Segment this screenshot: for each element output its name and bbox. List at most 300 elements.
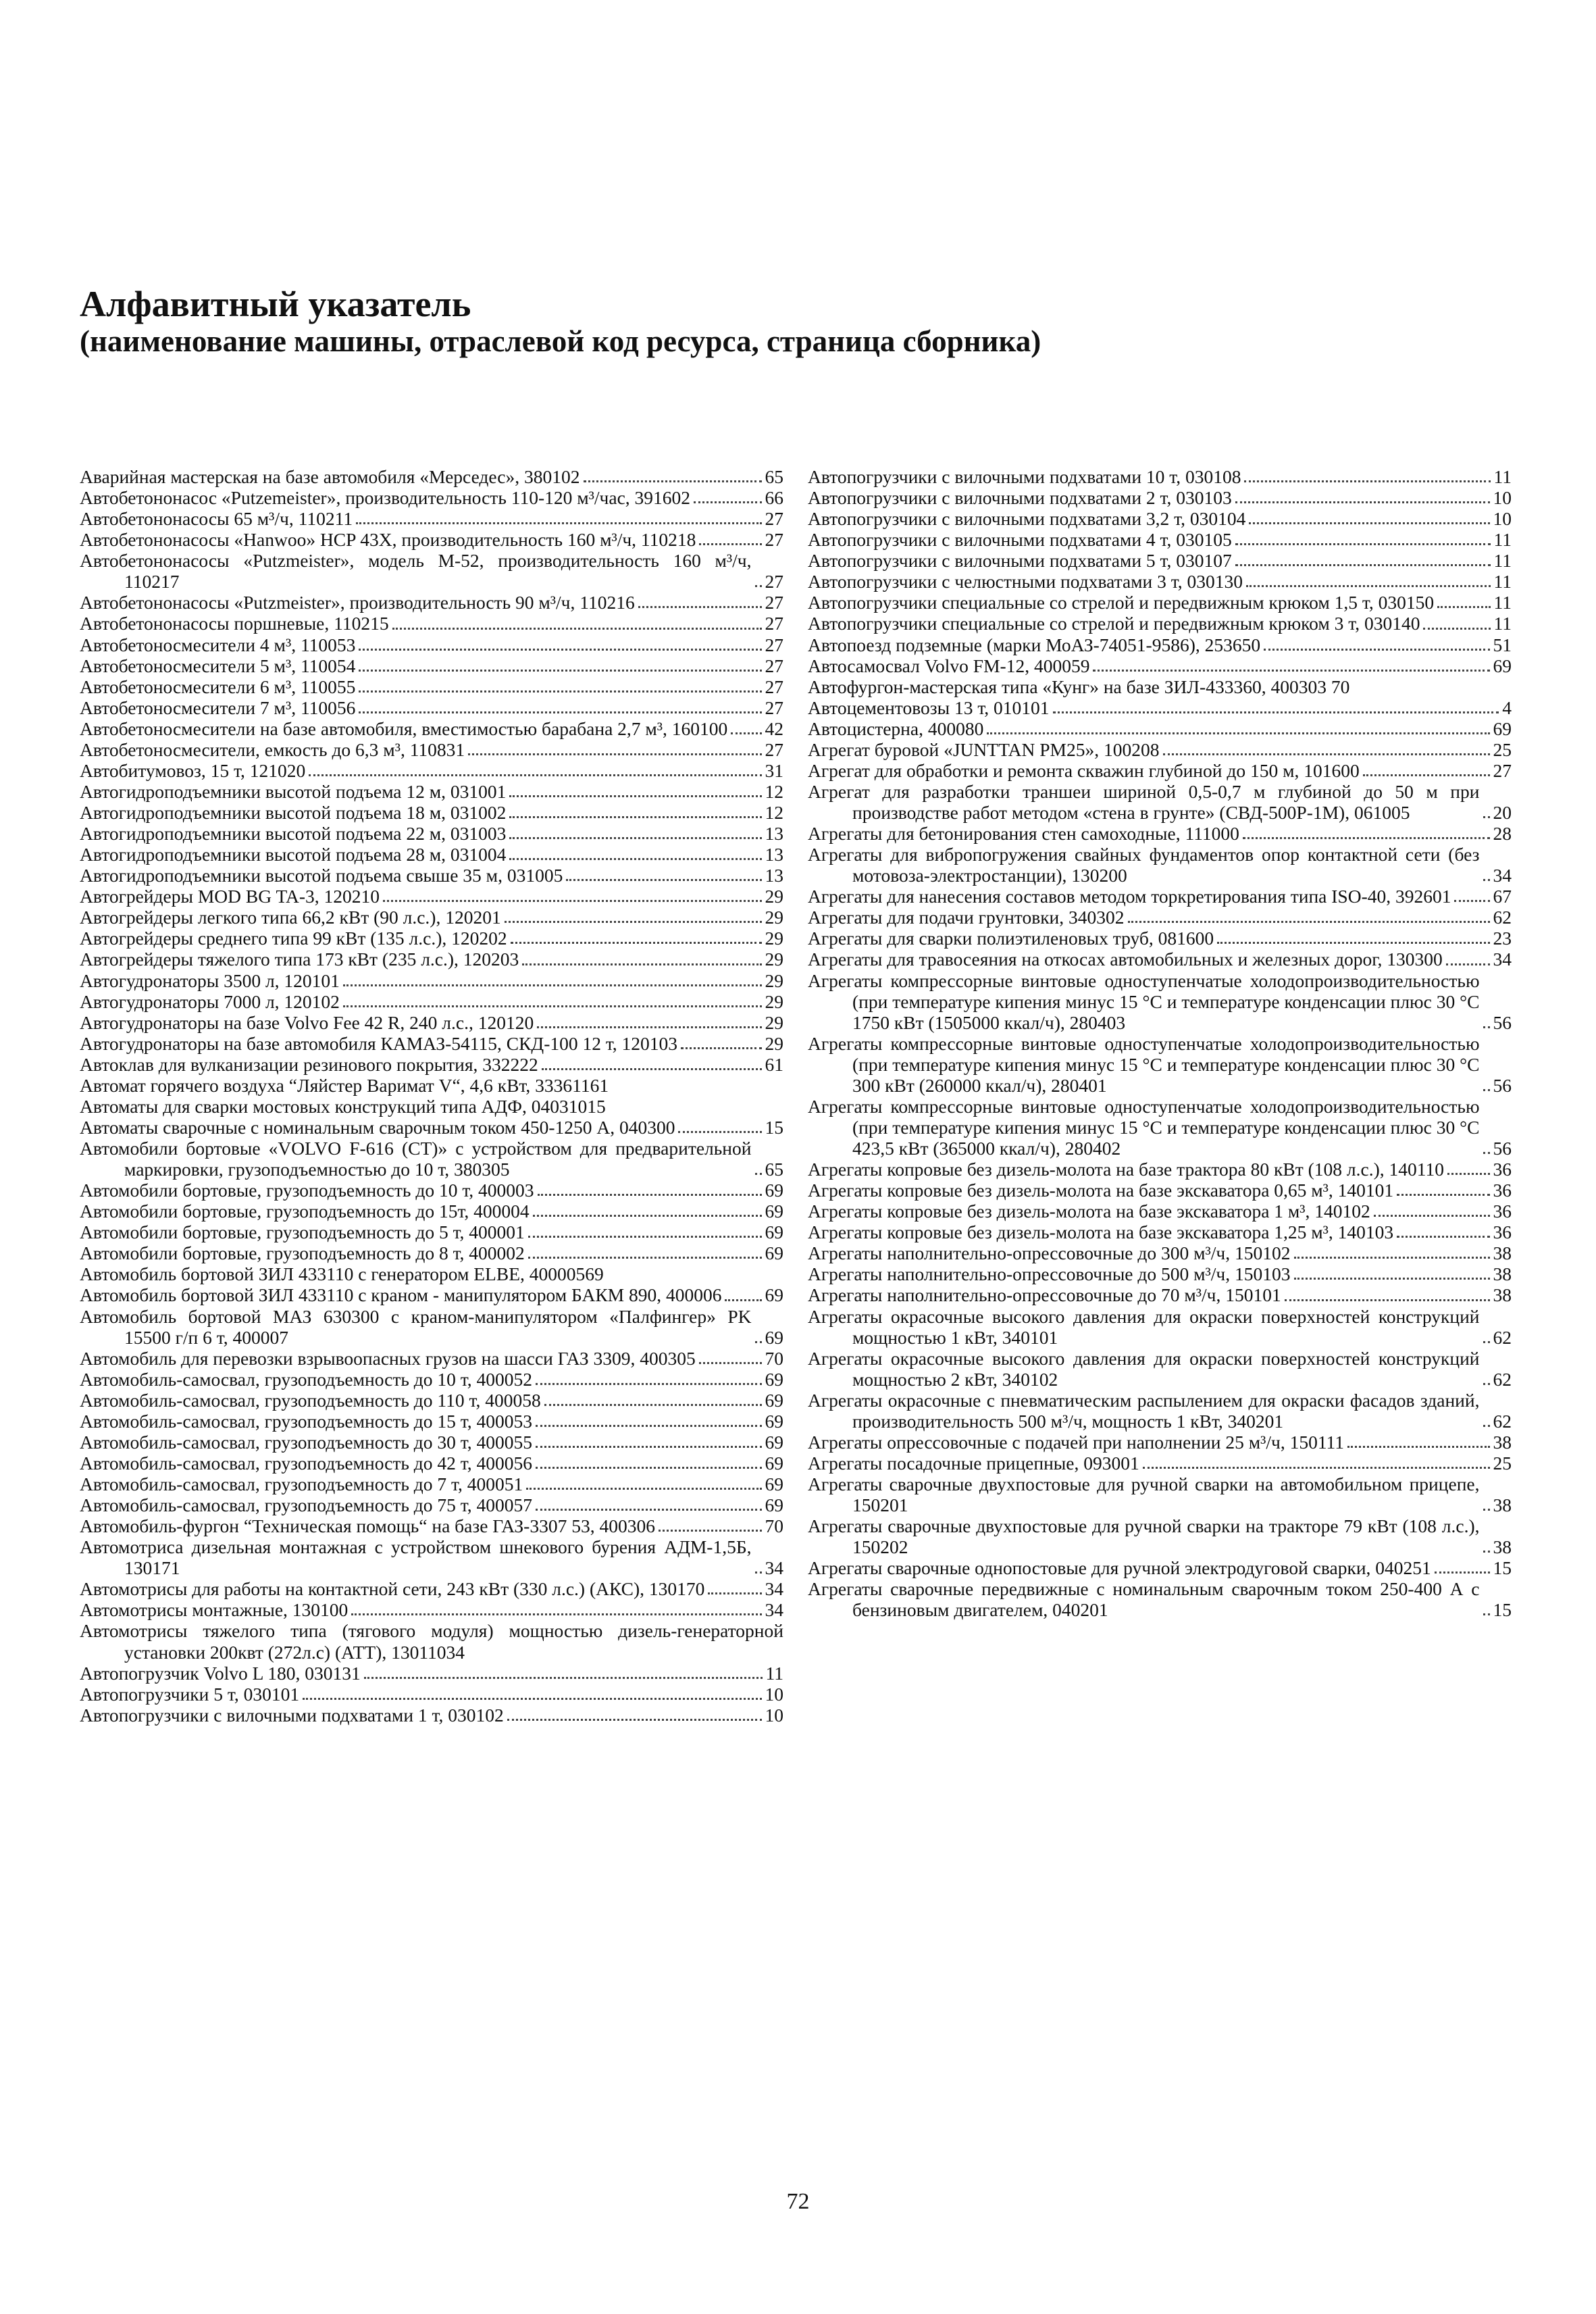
leader-dots [303,1698,761,1700]
index-entry [80,1515,783,1536]
index-entry [80,466,783,487]
index-entry-page: 10 [765,1683,783,1705]
index-entry [808,949,1512,970]
index-entry-page: 4 [1502,697,1512,718]
index-entry [80,676,783,697]
leader-dots [509,837,761,839]
index-entry-page: 62 [1493,907,1512,928]
index-entry [80,1411,783,1432]
index-entry [808,1201,1512,1222]
leader-dots [1243,837,1490,839]
index-entry-page: 36 [1493,1201,1512,1222]
leader-dots [343,1005,762,1007]
index-entry-name: Автоматы для сварки мостовых конструкций типа АДФ, 04031015 [80,1095,606,1117]
index-entry-name: Автомобиль бортовой ЗИЛ 433110 с краном - манипулятором БАКМ 890, 400006 [80,1284,722,1306]
leader-dots [343,984,762,986]
index-entry-name: Автогрейдеры среднего типа 99 кВт (135 л.с.), 120202 [80,928,507,949]
index-entry [80,718,783,739]
index-entry-name: Автопогрузчики с челюстными подхватами 3 т, 030130 [808,571,1243,593]
index-entry [808,739,1512,760]
index-entry [808,1474,1512,1515]
index-entry-page: 69 [765,1242,783,1264]
index-entry-page: 34 [1493,865,1512,886]
leader-dots [511,942,762,944]
index-entry-page: 38 [1493,1431,1512,1453]
index-entry-page: 13 [765,844,783,865]
index-entry [80,1453,783,1474]
index-entry-page: 69 [1493,718,1512,739]
index-entry [808,1096,1512,1159]
leader-dots [708,1592,761,1594]
leader-dots [725,1299,761,1301]
leader-dots [1483,1509,1490,1511]
index-entry-page: 23 [1493,928,1512,949]
index-entry [80,592,783,613]
leader-dots [1483,816,1490,818]
leader-dots [1483,1152,1490,1154]
index-entry-page: 27 [765,571,783,593]
index-entry-page: 36 [1493,1180,1512,1201]
index-entry [808,487,1512,508]
index-entry-page: 38 [1493,1284,1512,1306]
leader-dots [1235,501,1490,503]
leader-dots [1454,900,1489,902]
index-entry-name: Автосамосвал Volvo FM-12, 400059 [808,655,1090,676]
leader-dots [681,1047,761,1049]
index-entry-page: 27 [765,592,783,613]
index-entry-page: 27 [765,529,783,551]
leader-dots [1483,879,1490,881]
index-entry [808,1578,1512,1620]
index-entry-name: Автобетононасос «Putzemeister», производительность 110-120 м³/час, 391602 [80,487,691,509]
index-entry-name: Автомобили бортовые, грузоподъемность до 8 т, 400002 [80,1242,525,1264]
index-entry [808,1180,1512,1201]
header [80,284,1041,359]
leader-dots [699,1362,762,1364]
index-entry [808,571,1512,592]
index-entry-page: 29 [765,928,783,949]
index-entry-name: Автогидроподъемники высотой подъема 28 м, 031004 [80,844,507,865]
index-entry-name: Автомат горячего воздуха “Ляйстер Варимат V“, 4,6 кВт, 33361161 [80,1074,609,1096]
index-entry-page: 29 [765,990,783,1012]
index-entry-name: Агрегаты компрессорные винтовые одноступенчатые холодопроизводительностью (при температуре кипения минус 15 °С и температуре конденсации плюс 30 °С 423,5 кВт (365000 ккал/ч), 280402 [808,1095,1480,1159]
index-entry [80,1620,783,1662]
index-entry-name: Агрегаты окрасочные высокого давления для окраски поверхностей конструкций мощностью 1 кВт, 340101 [808,1305,1480,1348]
index-entry [808,781,1512,823]
index-entry-name: Автопогрузчик Volvo L 180, 030131 [80,1662,361,1684]
index-entry [80,1348,783,1369]
index-entry [80,949,783,970]
index-entry [80,1663,783,1684]
index-entry-name: Автомобиль бортовой ЗИЛ 433110 с генератором ELBE, 40000569 [80,1263,604,1285]
index-entry-page: 11 [1493,466,1512,487]
index-entry-name: Автогрейдеры тяжелого типа 173 кВт (235 л.с.), 120203 [80,949,519,970]
index-entry [808,907,1512,928]
index-entry [80,907,783,928]
index-entry [80,1075,783,1096]
index-entry [80,1012,783,1033]
index-entry-name: Автомобиль-самосвал, грузоподъемность до 7 т, 400051 [80,1474,523,1494]
leader-dots [1437,606,1490,608]
index-entry-page: 10 [765,1704,783,1726]
index-entry [80,1369,783,1390]
index-entry [80,1705,783,1726]
index-entry-name: Автогудронаторы 3500 л, 120101 [80,970,340,991]
index-entry [80,1536,783,1578]
leader-dots [1347,1446,1489,1448]
index-column-right [808,466,1512,1620]
index-entry-page: 29 [765,886,783,907]
index-entry-name: Автопогрузчики с вилочными подхватами 10 т, 030108 [808,466,1241,487]
leader-dots [536,1509,761,1511]
leader-dots [526,1488,761,1490]
index-entry-page: 62 [1493,1410,1512,1432]
index-entry-name: Автомобили бортовые, грузоподъемность до 15т, 400004 [80,1201,530,1222]
index-entry-page: 69 [1493,655,1512,676]
index-entry-name: Автобетононасосы «Putzmeister», модель М-52, производительность 160 м³/ч, 110217 [80,550,752,593]
index-entry-page: 69 [765,1494,783,1516]
index-entry [80,739,783,760]
index-entry-name: Автобетононасосы «Putzmeister», производительность 90 м³/ч, 110216 [80,592,635,613]
index-entry [808,1284,1512,1305]
index-entry-name: Агрегаты копровые без дизель-молота на базе экскаватора 1 м³, 140102 [808,1201,1370,1222]
index-entry-page: 56 [1493,1138,1512,1159]
index-entry-page: 13 [765,823,783,845]
index-entry [808,718,1512,739]
index-entry-page: 62 [1493,1368,1512,1390]
leader-dots [383,900,761,902]
index-entry-page: 11 [1493,571,1512,593]
index-entry-page: 12 [765,802,783,823]
index-entry [80,760,783,781]
leader-dots [1423,628,1490,630]
index-entry-name: Автомобиль-самосвал, грузоподъемность до 42 т, 400056 [80,1452,533,1474]
index-entry-page: 29 [765,970,783,991]
page-number: 72 [786,2189,810,2214]
index-entry-name: Автопогрузчики специальные со стрелой и передвижным крюком 3 т, 030140 [808,613,1420,634]
leader-dots [1217,942,1489,944]
index-entry-name: Автогидроподъемники высотой подъема 18 м, 031002 [80,802,507,823]
index-entry-name: Автомобиль-самосвал, грузоподъемность до 110 т, 400058 [80,1389,541,1411]
index-entry-name: Автомобиль для перевозки взрывоопасных грузов на шасси ГАЗ 3309, 400305 [80,1347,696,1369]
index-entry-name: Агрегаты наполнительно-опрессовочные до 500 м³/ч, 150103 [808,1263,1291,1285]
index-entry-name: Автогидроподъемники высотой подъема 12 м, 031001 [80,780,507,802]
index-entry [80,1242,783,1263]
index-entry-name: Аварийная мастерская на базе автомобиля «Мерседес», 380102 [80,466,580,487]
index-entry-name: Агрегат для разработки траншеи шириной 0,5-0,7 м глубиной до 50 м при производстве работ методом «стена в грунте» (СВД-500Р-1М), 061005 [808,780,1480,823]
index-entry [808,697,1512,718]
index-entry-page: 27 [765,697,783,718]
leader-dots [544,1404,762,1406]
index-entry-name: Агрегаты сварочные двухпостовые для ручной сварки на автомобильном прицепе, 150201 [808,1474,1480,1516]
index-column-left [80,466,783,1726]
index-entry-name: Автопогрузчики специальные со стрелой и передвижным крюком 1,5 т, 030150 [808,592,1435,613]
index-entry-name: Автогрейдеры MOD BG TA-3, 120210 [80,886,380,907]
index-entry-page: 27 [765,655,783,676]
leader-dots [731,732,761,734]
index-entry-name: Агрегаты для вибропогружения свайных фундаментов опор контактной сети (без мотовоза-электростанции), 130200 [808,844,1480,886]
index-entry-page: 15 [1493,1599,1512,1621]
index-entry [808,529,1512,550]
index-entry [808,1557,1512,1578]
leader-dots [1447,1173,1490,1175]
index-entry-name: Автобитумовоз, 15 т, 121020 [80,759,306,781]
leader-dots [1235,564,1491,566]
leader-dots [1249,522,1489,524]
leader-dots [638,606,762,608]
leader-dots [1483,1383,1490,1385]
leader-dots [1285,1299,1490,1301]
index-entry-name: Автомобиль-самосвал, грузоподъемность до 15 т, 400053 [80,1410,533,1432]
leader-dots [536,1467,761,1469]
index-entry [808,928,1512,949]
index-entry-name: Агрегаты посадочные прицепные, 093001 [808,1452,1139,1474]
leader-dots [1435,1571,1490,1574]
index-entry-page: 38 [1493,1494,1512,1516]
index-entry-name: Автофургон-мастерская типа «Кунг» на базе ЗИЛ-433360, 400303 70 [808,676,1350,697]
index-entry-page: 69 [765,1389,783,1411]
leader-dots [538,1194,762,1196]
index-entry-page: 42 [765,718,783,739]
leader-dots [755,1571,762,1574]
index-entry [80,844,783,865]
index-entry [80,886,783,907]
leader-dots [1294,1257,1490,1259]
leader-dots [1363,774,1490,776]
index-entry-page: 69 [765,1368,783,1390]
index-entry [80,991,783,1012]
page-title: Алфавитный указатель [80,284,471,324]
index-entry-name: Автомобиль-самосвал, грузоподъемность до 75 т, 400057 [80,1494,533,1516]
leader-dots [1397,1236,1489,1238]
leader-dots [1483,1551,1490,1553]
index-entry [80,1117,783,1138]
index-entry [808,1432,1512,1453]
index-entry [80,1222,783,1242]
index-entry-page: 34 [765,1599,783,1621]
leader-dots [694,501,761,503]
index-entry-name: Автогидроподъемники высотой подъема свыше 35 м, 031005 [80,865,563,886]
index-entry-name: Агрегаты для нанесения составов методом торкретирования типа ISO-40, 392601 [808,886,1451,907]
index-entry [80,487,783,508]
index-entry-name: Агрегат для обработки и ремонта скважин глубиной до 150 м, 101600 [808,759,1360,781]
index-entry-name: Автопогрузчики с вилочными подхватами 1 т, 030102 [80,1704,504,1726]
leader-dots [351,1613,761,1615]
leader-dots [659,1530,762,1532]
leader-dots [309,774,761,776]
index-entry-name: Автомотрисы для работы на контактной сети, 243 кВт (330 л.с.) (АКС), 130170 [80,1578,705,1600]
index-entry-page: 65 [765,1159,783,1180]
leader-dots [536,1383,761,1385]
index-entry-name: Агрегаты компрессорные винтовые одноступенчатые холодопроизводительностью (при температуре кипения минус 15 °С и температуре конденсации плюс 30 °С 1750 кВт (1505000 ккал/ч), 280403 [808,970,1480,1033]
index-entry-name: Агрегаты сварочные двухпостовые для ручной сварки на тракторе 79 кВт (108 л.с.), 150202 [808,1515,1480,1558]
index-entry-page: 28 [1493,823,1512,845]
index-entry [80,697,783,718]
index-entry-page: 36 [1493,1159,1512,1180]
index-entry [80,1432,783,1453]
leader-dots [699,543,761,545]
leader-dots [1446,963,1490,965]
index-entry-page: 65 [765,466,783,487]
index-entry-name: Автопогрузчики с вилочными подхватами 4 т, 030105 [808,529,1232,551]
index-entry [80,865,783,886]
leader-dots [359,670,761,672]
index-entry-name: Агрегаты для сварки полиэтиленовых труб, 081600 [808,928,1214,949]
index-entry-page: 36 [1493,1222,1512,1243]
index-entry-name: Агрегаты копровые без дизель-молота на базе экскаватора 0,65 м³, 140101 [808,1180,1394,1201]
leader-dots [1483,1613,1490,1615]
index-entry [80,1284,783,1305]
index-entry-page: 10 [1493,487,1512,509]
index-entry-page: 69 [765,1431,783,1453]
index-entry-name: Автобетоносмесители, емкость до 6,3 м³, 110831 [80,738,465,760]
index-entry [808,886,1512,907]
index-entry-page: 56 [1493,1011,1512,1033]
leader-dots [584,480,762,482]
index-entry-page: 20 [1493,802,1512,823]
index-entry-page: 31 [765,759,783,781]
index-entry-name: Автогрейдеры легкого типа 66,2 кВт (90 л.с.), 120201 [80,907,501,928]
leader-dots [1244,480,1490,482]
index-entry-name: Автомотрисы тяжелого типа (тягового модуля) мощностью дизель-генераторной установки 200квт (272л.с) (АТТ), 13011034 [80,1620,783,1663]
index-entry-page: 29 [765,949,783,970]
index-entry-page: 34 [1493,949,1512,970]
index-entry [808,1222,1512,1242]
leader-dots [505,921,762,923]
index-entry [80,1494,783,1515]
index-entry-page: 69 [765,1201,783,1222]
index-entry [808,1159,1512,1180]
index-entry [808,1306,1512,1348]
index-entry [80,781,783,802]
index-entry-page: 62 [1493,1326,1512,1348]
leader-dots [1374,1215,1490,1217]
leader-dots [1397,1194,1489,1196]
leader-dots [509,816,761,818]
index-entry [808,550,1512,571]
index-entry-page: 11 [1493,550,1512,572]
index-entry-name: Автопогрузчики с вилочными подхватами 2 т, 030103 [808,487,1232,509]
index-entry-name: Агрегаты наполнительно-опрессовочные до 70 м³/ч, 150101 [808,1284,1281,1306]
index-entry-name: Агрегаты наполнительно-опрессовочные до 300 м³/ч, 150102 [808,1242,1291,1264]
index-entry [80,1138,783,1180]
index-entry-page: 29 [765,907,783,928]
index-entry [80,802,783,823]
index-entry-page: 29 [765,1032,783,1054]
leader-dots [522,963,761,965]
index-entry-name: Автоцементовозы 13 т, 010101 [808,697,1050,718]
index-entry [80,1599,783,1620]
index-entry-name: Автобетоносмесители на базе автомобиля, вместимостью барабана 2,7 м³, 160100 [80,718,728,739]
index-entry-page: 11 [1493,613,1512,634]
index-entry [80,655,783,676]
index-entry-name: Автогудронаторы на базе Volvo Fee 42 R, 240 л.с., 120120 [80,1011,534,1033]
index-entry-name: Агрегаты окрасочные с пневматическим распылением для окраски фасадов зданий, производительность 500 м³/ч, мощность 1 кВт, 340201 [808,1389,1480,1432]
index-entry-page: 61 [765,1053,783,1075]
index-entry-name: Автомобиль-самосвал, грузоподъемность до 10 т, 400052 [80,1368,533,1390]
index-entry [808,466,1512,487]
leader-dots [1235,543,1491,545]
index-entry-page: 69 [765,1284,783,1306]
index-entry [80,613,783,634]
index-entry-name: Агрегаты для травосеяния на откосах автомобильных и железных дорог, 130300 [808,949,1443,970]
index-entry-page: 38 [1493,1263,1512,1285]
index-entry-name: Агрегаты окрасочные высокого давления для окраски поверхностей конструкций мощностью 2 кВт, 340102 [808,1347,1480,1390]
leader-dots [468,753,761,755]
leader-dots [1294,1278,1490,1280]
index-entry-name: Автомобили бортовые «VOLVO F-616 (CT)» с устройством для предварительной маркировки, грузоподъемностью до 10 т, 380305 [80,1138,752,1180]
index-entry-page: 38 [1493,1242,1512,1264]
index-entry [808,1390,1512,1432]
index-entry [80,1096,783,1117]
index-entry-name: Автоматы сварочные с номинальным сварочным током 450-1250 А, 040300 [80,1116,675,1138]
leader-dots [507,1719,762,1721]
index-entry [80,508,783,529]
leader-dots [1483,1089,1490,1091]
index-entry [808,823,1512,844]
index-entry [808,676,1512,697]
index-entry-page: 11 [765,1662,783,1684]
index-entry-page: 69 [765,1326,783,1348]
index-entry-name: Агрегаты опрессовочные с подачей при наполнении 25 м³/ч, 150111 [808,1431,1345,1453]
index-entry-name: Автоцистерна, 400080 [808,718,984,739]
index-entry-page: 66 [765,487,783,509]
index-entry-name: Автобетоносмесители 6 м³, 110055 [80,676,356,697]
index-entry-page: 10 [1493,508,1512,530]
index-entry-page: 51 [1493,634,1512,655]
index-entry [808,655,1512,676]
index-entry [80,550,783,592]
index-entry [80,1054,783,1075]
index-entry [808,508,1512,529]
index-entry [808,760,1512,781]
index-entry [808,1453,1512,1474]
index-entry-name: Автобетоносмесители 7 м³, 110056 [80,697,356,718]
index-entry-name: Агрегат буровой «JUNTTAN PM25», 100208 [808,738,1160,760]
index-entry-name: Автобетоносмесители 4 м³, 110053 [80,634,356,655]
page-subtitle: (наименование машины, отраслевой код ресурса, страница сборника) [80,324,1041,359]
index-entry-page: 34 [765,1578,783,1600]
index-entry [808,844,1512,886]
index-entry-name: Автомобиль-фургон “Техническая помощь“ на базе ГАЗ-3307 53, 400306 [80,1515,655,1537]
leader-dots [1143,1467,1490,1469]
leader-dots [1128,921,1490,923]
leader-dots [1483,1425,1490,1427]
index-entry [808,1033,1512,1096]
leader-dots [537,1026,761,1028]
leader-dots [392,628,762,630]
index-entry-name: Автопогрузчики с вилочными подхватами 5 т, 030107 [808,550,1232,572]
index-entry [808,970,1512,1033]
index-entry [808,1348,1512,1390]
index-entry [80,928,783,949]
index-entry-page: 27 [765,634,783,655]
index-entry [80,529,783,550]
index-entry-name: Автомотрисы монтажные, 130100 [80,1599,349,1621]
index-entry-name: Автомобили бортовые, грузоподъемность до 10 т, 400003 [80,1180,534,1201]
index-entry [80,1180,783,1201]
index-entry [80,970,783,991]
index-entry [80,1033,783,1054]
index-entry-name: Агрегаты компрессорные винтовые одноступенчатые холодопроизводительностью (при температуре кипения минус 15 °С и температуре конденсации плюс 30 °С 300 кВт (260000 ккал/ч), 280401 [808,1032,1480,1096]
leader-dots [533,1215,762,1217]
leader-dots [1483,1341,1490,1343]
index-entry-page: 69 [765,1410,783,1432]
index-entry [80,1263,783,1284]
index-entry [808,592,1512,613]
index-entry [80,1578,783,1599]
index-entry-name: Автопогрузчики с вилочными подхватами 3,2 т, 030104 [808,508,1246,530]
